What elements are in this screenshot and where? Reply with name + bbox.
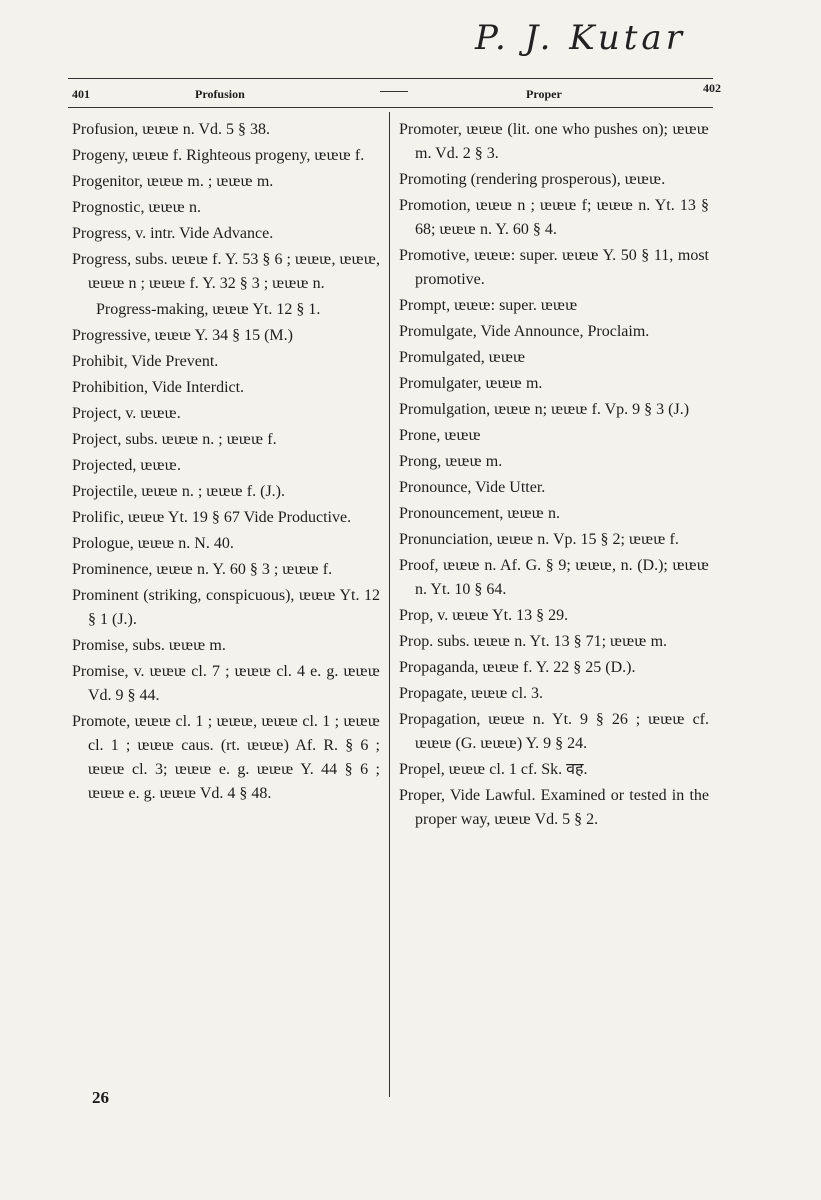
dictionary-entry: Prologue, ᵫᵫᵫ n. N. 40. bbox=[72, 535, 234, 552]
left-headword: Profusion bbox=[195, 87, 245, 101]
dictionary-entry: Prognostic, ᵫᵫᵫ n. bbox=[72, 199, 201, 216]
dictionary-entry: Progressive, ᵫᵫᵫ Y. 34 § 15 (M.) bbox=[72, 327, 293, 344]
dictionary-entry: Promulgation, ᵫᵫᵫ n; ᵫᵫᵫ f. Vp. 9 § 3 (J.) bbox=[399, 401, 690, 418]
dictionary-entry: Promise, subs. ᵫᵫᵫ m. bbox=[72, 637, 226, 654]
handwritten-signature: P. J. Kutar bbox=[475, 18, 686, 58]
dictionary-entry: Promotive, ᵫᵫᵫ: super. ᵫᵫᵫ Y. 50 § 11, most promotive. bbox=[399, 247, 709, 288]
footer-page-number: 26 bbox=[92, 1088, 109, 1107]
dictionary-entry: Prominent (striking, conspicuous), ᵫᵫᵫ Yt. 12 § 1 (J.). bbox=[72, 587, 380, 628]
dictionary-entry: Prolific, ᵫᵫᵫ Yt. 19 § 67 Vide Productive. bbox=[72, 509, 352, 526]
dictionary-entry: Propagate, ᵫᵫᵫ cl. 3. bbox=[399, 685, 544, 702]
dictionary-entry: Project, v. ᵫᵫᵫ. bbox=[72, 405, 181, 422]
dictionary-entry: Prop, v. ᵫᵫᵫ Yt. 13 § 29. bbox=[399, 607, 569, 624]
dictionary-entry: Progress, v. intr. Vide Advance. bbox=[72, 225, 274, 242]
dictionary-entry: Propagation, ᵫᵫᵫ n. Yt. 9 § 26 ; ᵫᵫᵫ cf. ᵫᵫᵫ (G. ᵫᵫᵫ) Y. 9 § 24. bbox=[399, 711, 709, 752]
dictionary-entry: Proof, ᵫᵫᵫ n. Af. G. § 9; ᵫᵫᵫ, n. (D.); ᵫᵫᵫ n. Yt. 10 § 64. bbox=[399, 557, 709, 598]
running-header bbox=[68, 78, 721, 108]
dictionary-entry: Prominence, ᵫᵫᵫ n. Y. 60 § 3 ; ᵫᵫᵫ f. bbox=[72, 561, 333, 578]
dictionary-entry: Proper, Vide Lawful. Examined or tested in the proper way, ᵫᵫᵫ Vd. 5 § 2. bbox=[399, 787, 709, 828]
dictionary-entry: Prompt, ᵫᵫᵫ: super. ᵫᵫᵫ bbox=[399, 297, 578, 314]
dictionary-entry: Prone, ᵫᵫᵫ bbox=[399, 427, 481, 444]
left-page-number: 401 bbox=[72, 87, 90, 101]
dictionary-entry: Propaganda, ᵫᵫᵫ f. Y. 22 § 25 (D.). bbox=[399, 659, 636, 676]
dictionary-entry: Promulgater, ᵫᵫᵫ m. bbox=[399, 375, 543, 392]
right-headword: Proper bbox=[526, 87, 562, 101]
dictionary-entry: Prohibition, Vide Interdict. bbox=[72, 379, 245, 396]
dictionary-entry: Promoter, ᵫᵫᵫ (lit. one who pushes on); ᵫᵫᵫ m. Vd. 2 § 3. bbox=[399, 121, 709, 162]
dictionary-entry: Pronouncement, ᵫᵫᵫ n. bbox=[399, 505, 560, 522]
dictionary-entry: Profusion, ᵫᵫᵫ n. Vd. 5 § 38. bbox=[72, 121, 271, 138]
dictionary-entry: Progress-making, ᵫᵫᵫ Yt. 12 § 1. bbox=[96, 301, 321, 318]
dictionary-entry: Prong, ᵫᵫᵫ m. bbox=[399, 453, 503, 470]
dictionary-entry: Promise, v. ᵫᵫᵫ cl. 7 ; ᵫᵫᵫ cl. 4 e. g. ᵫᵫᵫ Vd. 9 § 44. bbox=[72, 663, 380, 704]
dictionary-entry: Progress, subs. ᵫᵫᵫ f. Y. 53 § 6 ; ᵫᵫᵫ, ᵫᵫᵫ, ᵫᵫᵫ n ; ᵫᵫᵫ f. Y. 32 § 3 ; ᵫᵫᵫ n. bbox=[72, 251, 380, 292]
left-column bbox=[72, 118, 380, 808]
dictionary-entry: Promotion, ᵫᵫᵫ n ; ᵫᵫᵫ f; ᵫᵫᵫ n. Yt. 13 § 68; ᵫᵫᵫ n. Y. 60 § 4. bbox=[399, 197, 709, 238]
dictionary-entry: Promote, ᵫᵫᵫ cl. 1 ; ᵫᵫᵫ, ᵫᵫᵫ cl. 1 ; ᵫᵫᵫ cl. 1 ; ᵫᵫᵫ caus. (rt. ᵫᵫᵫ) Af. R. § 6 ; ᵫᵫᵫ cl. 3; ᵫᵫᵫ e. g. ᵫᵫᵫ Y. 44 § 6 ; ᵫᵫᵫ e. g. ᵫᵫᵫ Vd. 4 § 48. bbox=[72, 713, 380, 802]
dictionary-entry: Progeny, ᵫᵫᵫ f. Righteous progeny, ᵫᵫᵫ f. bbox=[72, 147, 365, 164]
column-divider bbox=[389, 112, 390, 1097]
right-page-number: 402 bbox=[703, 81, 721, 95]
dictionary-entry: Projectile, ᵫᵫᵫ n. ; ᵫᵫᵫ f. (J.). bbox=[72, 483, 285, 500]
dictionary-entry: Promulgated, ᵫᵫᵫ bbox=[399, 349, 526, 366]
dictionary-entry: Pronunciation, ᵫᵫᵫ n. Vp. 15 § 2; ᵫᵫᵫ f. bbox=[399, 531, 679, 548]
dictionary-entry: Pronounce, Vide Utter. bbox=[399, 479, 546, 496]
dictionary-entry: Prop. subs. ᵫᵫᵫ n. Yt. 13 § 71; ᵫᵫᵫ m. bbox=[399, 633, 668, 650]
right-column bbox=[399, 118, 709, 834]
dictionary-entry: Prohibit, Vide Prevent. bbox=[72, 353, 219, 370]
dictionary-entry: Promulgate, Vide Announce, Proclaim. bbox=[399, 323, 650, 340]
dictionary-entry: Promoting (rendering prosperous), ᵫᵫᵫ. bbox=[399, 171, 666, 188]
header-dash bbox=[380, 91, 408, 92]
dictionary-entry: Progenitor, ᵫᵫᵫ m. ; ᵫᵫᵫ m. bbox=[72, 173, 274, 190]
dictionary-entry: Projected, ᵫᵫᵫ. bbox=[72, 457, 181, 474]
dictionary-entry: Project, subs. ᵫᵫᵫ n. ; ᵫᵫᵫ f. bbox=[72, 431, 277, 448]
dictionary-entry: Propel, ᵫᵫᵫ cl. 1 cf. Sk. वह. bbox=[399, 761, 588, 778]
